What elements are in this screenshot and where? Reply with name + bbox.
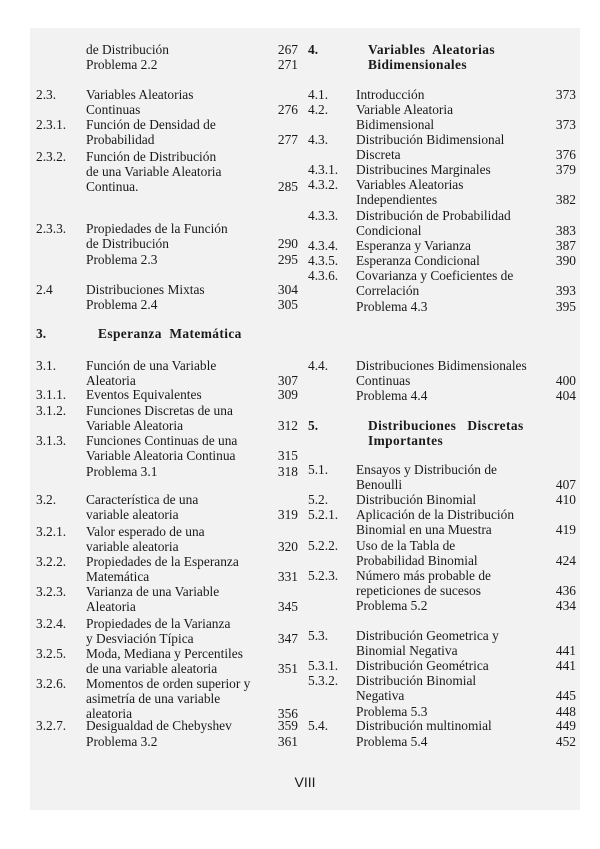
toc-entry-title: Esperanza Condicional	[356, 253, 480, 268]
toc-entry-title: y Desviación Típica	[86, 631, 194, 646]
toc-entry	[308, 87, 576, 102]
toc-entry-page: 424	[555, 553, 576, 568]
toc-entry-title: Continuas	[86, 102, 141, 117]
toc-entry-title: Varianza de una Variable	[86, 584, 220, 599]
toc-entry-title: Propiedades de la Función	[86, 221, 228, 236]
toc-entry	[36, 584, 298, 614]
toc-entry	[308, 673, 576, 703]
toc-entry	[36, 149, 298, 194]
toc-entry-title: asimetría de una variable	[86, 691, 221, 706]
toc-entry-number: 3.1.3.	[36, 433, 67, 448]
toc-entry-number: 2.4	[36, 282, 53, 297]
toc-entry	[36, 403, 298, 433]
toc-entry-title: Binomial Negativa	[356, 643, 458, 658]
toc-entry-page: 276	[277, 102, 298, 117]
toc-entry-title: Continuas	[356, 373, 411, 388]
toc-entry-title: Independientes	[356, 192, 438, 207]
toc-entry-title: Distribución Binomial	[356, 673, 477, 688]
toc-entry-page: 318	[277, 464, 298, 479]
toc-entry-number: 3.2.6.	[36, 676, 67, 691]
toc-entry-page: 359	[277, 718, 298, 733]
toc-entry-page: 434	[555, 598, 576, 613]
toc-entry-number: 5.2.1.	[308, 507, 339, 522]
toc-entry-page: 382	[555, 192, 576, 207]
toc-entry-page: 320	[277, 539, 298, 554]
toc-entry-page: 400	[555, 373, 576, 388]
toc-entry-title: Problema 5.2	[356, 598, 428, 613]
toc-entry-title: Distribuciones Discretas	[368, 418, 524, 433]
toc-entry	[308, 102, 576, 132]
toc-entry-title: aleatoria	[86, 706, 133, 721]
toc-entry-title: Probabilidad Binomial	[356, 553, 478, 568]
toc-entry-number: 5.2.	[308, 492, 329, 507]
toc-entry	[308, 462, 576, 492]
toc-entry	[308, 507, 576, 537]
toc-entry-title: Binomial en una Muestra	[356, 522, 492, 537]
toc-entry	[308, 658, 576, 673]
toc-entry-title: Desigualdad de Chebyshev	[86, 718, 232, 733]
toc-entry-number: 4.3.4.	[308, 238, 339, 253]
toc-entry-number: 5.1.	[308, 462, 329, 477]
toc-entry-page: 373	[555, 87, 576, 102]
toc-entry	[308, 299, 576, 314]
toc-entry-title: Aleatoria	[86, 373, 136, 388]
toc-entry-page: 441	[555, 658, 576, 673]
toc-entry-title: Distribucines Marginales	[356, 162, 491, 177]
toc-entry-title: de Distribución	[86, 236, 169, 251]
toc-entry-title: de una Variable Aleatoria	[86, 164, 222, 179]
toc-entry	[36, 433, 298, 463]
toc-entry-page: 410	[555, 492, 576, 507]
toc-entry	[308, 598, 576, 613]
toc-entry-number: 2.3.1.	[36, 117, 67, 132]
toc-entry	[36, 87, 298, 117]
toc-entry-page: 271	[277, 57, 298, 72]
toc-entry	[308, 718, 576, 733]
toc-entry-number: 4.1.	[308, 87, 329, 102]
toc-entry-page: 295	[277, 252, 298, 267]
toc-entry-title: variable aleatoria	[86, 539, 179, 554]
toc-entry-number: 3.2.4.	[36, 616, 67, 631]
toc-entry-page: 315	[277, 448, 298, 463]
toc-entry-page: 345	[277, 599, 298, 614]
toc-entry-page: 277	[277, 132, 298, 147]
toc-entry-number: 5.3.2.	[308, 673, 339, 688]
toc-entry-title: Condicional	[356, 223, 422, 238]
toc-entry	[308, 177, 576, 207]
toc-entry-title: Bidimensional	[356, 117, 435, 132]
toc-entry-title: Problema 2.3	[86, 252, 158, 267]
toc-entry-number: 3.2.2.	[36, 554, 67, 569]
toc-entry-title: Variables Aleatorias	[368, 42, 495, 57]
toc-entry-number: 3.2.	[36, 492, 57, 507]
toc-entry-page: 407	[555, 477, 576, 492]
toc-entry	[36, 616, 298, 646]
toc-entry	[308, 132, 576, 162]
toc-entry-title: Variables Aleatorias	[356, 177, 464, 192]
toc-entry-title: Esperanza y Varianza	[356, 238, 471, 253]
toc-entry-page: 307	[277, 373, 298, 388]
toc-entry	[308, 388, 576, 403]
toc-entry-number: 4.3.3.	[308, 208, 339, 223]
toc-entry	[308, 492, 576, 507]
toc-entry-number: 4.2.	[308, 102, 329, 117]
toc-entry	[308, 162, 576, 177]
toc-entry-title: Problema 5.4	[356, 734, 428, 749]
toc-entry-title: Función de una Variable	[86, 358, 217, 373]
toc-entry-title: Negativa	[356, 688, 405, 703]
toc-entry-page: 449	[555, 718, 576, 733]
toc-entry	[308, 568, 576, 598]
toc-entry-title: Función de Distribución	[86, 149, 217, 164]
toc-entry-title: Aleatoria	[86, 599, 136, 614]
toc-entry	[308, 42, 576, 72]
toc-entry-number: 2.3.2.	[36, 149, 67, 164]
toc-entry-number: 3.	[36, 326, 47, 341]
toc-entry-number: 4.3.	[308, 132, 329, 147]
toc-entry-page: 452	[555, 734, 576, 749]
toc-entry	[36, 297, 298, 312]
toc-entry-title: Covarianza y Coeficientes de	[356, 268, 514, 283]
toc-entry-title: repeticiones de sucesos	[356, 583, 481, 598]
toc-entry-title: Probabilidad	[86, 132, 155, 147]
toc-entry-title: Problema 2.2	[86, 57, 158, 72]
toc-entry-page: 304	[277, 282, 298, 297]
toc-entry-page: 393	[555, 283, 576, 298]
toc-entry-number: 5.2.2.	[308, 538, 339, 553]
toc-entry-number: 2.3.	[36, 87, 57, 102]
toc-entry-number: 5.2.3.	[308, 568, 339, 583]
toc-entry-title: Correlación	[356, 283, 420, 298]
toc-entry	[36, 718, 298, 733]
toc-entry	[36, 57, 298, 72]
toc-entry-number: 5.3.	[308, 628, 329, 643]
toc-entry-page: 387	[555, 238, 576, 253]
toc-entry-title: variable aleatoria	[86, 507, 179, 522]
toc-entry-title: Distribución Geométrica	[356, 658, 489, 673]
toc-entry-page: 285	[277, 179, 298, 194]
toc-entry-title: Característica de una	[86, 492, 199, 507]
toc-entry-page: 351	[277, 661, 298, 676]
toc-entry	[36, 646, 298, 676]
toc-entry	[36, 734, 298, 749]
toc-entry-page: 319	[277, 507, 298, 522]
toc-entry-number: 3.1.	[36, 358, 57, 373]
toc-entry	[36, 252, 298, 267]
toc-entry-page: 390	[555, 253, 576, 268]
page-number: VIII	[294, 774, 316, 790]
toc-entry	[36, 524, 298, 554]
toc-entry-number: 4.	[308, 42, 319, 57]
toc-entry-title: Propiedades de la Varianza	[86, 616, 231, 631]
toc-entry-number: 3.2.5.	[36, 646, 67, 661]
toc-entry-title: Matemática	[86, 569, 150, 584]
toc-entry-title: Distribuciones Bidimensionales	[356, 358, 527, 373]
toc-entry-page: 445	[555, 688, 576, 703]
toc-entry-page: 290	[277, 236, 298, 251]
toc-entry-page: 436	[555, 583, 576, 598]
toc-entry	[36, 117, 298, 147]
toc-entry-page: 361	[277, 734, 298, 749]
toc-entry	[308, 358, 576, 388]
toc-entry	[308, 628, 576, 658]
toc-entry-title: Problema 3.1	[86, 464, 158, 479]
toc-entry-title: Distribución de Probabilidad	[356, 208, 511, 223]
toc-entry	[36, 326, 298, 341]
toc-entry-page: 356	[277, 706, 298, 721]
toc-entry-title: Problema 4.4	[356, 388, 428, 403]
toc-entry-page: 404	[555, 388, 576, 403]
toc-entry-number: 5.4.	[308, 718, 329, 733]
toc-entry-title: Momentos de orden superior y	[86, 676, 251, 691]
toc-entry-number: 4.3.6.	[308, 268, 339, 283]
toc-entry-page: 305	[277, 297, 298, 312]
toc-entry-title: de una variable aleatoria	[86, 661, 218, 676]
toc-entry-number: 3.2.1.	[36, 524, 67, 539]
toc-entry-number: 4.3.1.	[308, 162, 339, 177]
toc-entry-title: Esperanza Matemática	[98, 326, 242, 341]
toc-entry-title: Variable Aleatoria	[86, 418, 184, 433]
toc-entry-page: 312	[277, 418, 298, 433]
toc-entry-page: 267	[277, 42, 298, 57]
toc-entry-title: Funciones Discretas de una	[86, 403, 233, 418]
toc-entry-number: 3.1.2.	[36, 403, 67, 418]
toc-entry	[36, 221, 298, 251]
toc-entry-title: Importantes	[368, 433, 444, 448]
toc-entry	[36, 554, 298, 584]
toc-entry	[308, 238, 576, 253]
toc-entry-title: Distribución multinomial	[356, 718, 492, 733]
toc-entry	[308, 704, 576, 719]
toc-entry-number: 5.3.1.	[308, 658, 339, 673]
toc-entry	[308, 268, 576, 298]
toc-entry-page: 347	[277, 631, 298, 646]
toc-entry-page: 373	[555, 117, 576, 132]
toc-entry-title: Problema 2.4	[86, 297, 158, 312]
toc-entry-number: 3.2.3.	[36, 584, 67, 599]
toc-entry	[308, 734, 576, 749]
toc-entry	[36, 282, 298, 297]
toc-entry-number: 3.1.1.	[36, 387, 67, 402]
toc-entry-number: 5.	[308, 418, 319, 433]
toc-entry-page: 419	[555, 522, 576, 537]
toc-entry	[308, 538, 576, 568]
toc-entry-title: Benoulli	[356, 477, 403, 492]
toc-entry	[308, 418, 576, 448]
toc-entry-title: Eventos Equivalentes	[86, 387, 202, 402]
toc-entry-number: 4.3.5.	[308, 253, 339, 268]
toc-entry-page: 395	[555, 299, 576, 314]
toc-entry-page: 376	[555, 147, 576, 162]
toc-entry-page: 331	[277, 569, 298, 584]
toc-entry-title: Aplicación de la Distribución	[356, 507, 515, 522]
toc-entry	[36, 358, 298, 388]
toc-entry-page: 309	[277, 387, 298, 402]
toc-entry-number: 3.2.7.	[36, 718, 67, 733]
toc-entry-title: Moda, Mediana y Percentiles	[86, 646, 243, 661]
toc-entry-title: Problema 5.3	[356, 704, 428, 719]
toc-entry-title: Propiedades de la Esperanza	[86, 554, 239, 569]
toc-entry-number: 2.3.3.	[36, 221, 67, 236]
toc-entry-title: Discreta	[356, 147, 401, 162]
toc-entry-title: de Distribución	[86, 42, 169, 57]
toc-entry-title: Funciones Continuas de una	[86, 433, 238, 448]
toc-entry-title: Variable Aleatoria Continua	[86, 448, 236, 463]
toc-entry-title: Valor esperado de una	[86, 524, 205, 539]
toc-entry-title: Bidimensionales	[368, 57, 468, 72]
toc-entry-title: Variable Aleatoria	[356, 102, 454, 117]
toc-entry-title: Distribución Binomial	[356, 492, 477, 507]
toc-entry-title: Introducción	[356, 87, 425, 102]
toc-entry-number: 4.4.	[308, 358, 329, 373]
toc-entry-page: 448	[555, 704, 576, 719]
toc-entry-title: Distribución Geometrica y	[356, 628, 499, 643]
toc-entry-title: Problema 4.3	[356, 299, 428, 314]
toc-entry	[308, 208, 576, 238]
toc-entry	[36, 42, 298, 57]
toc-entry-page: 383	[555, 223, 576, 238]
book-page	[30, 28, 580, 810]
toc-entry-title: Distribución Bidimensional	[356, 132, 505, 147]
toc-entry	[308, 253, 576, 268]
toc-entry-title: Uso de la Tabla de	[356, 538, 456, 553]
toc-entry-title: Continua.	[86, 179, 139, 194]
toc-entry-page: 379	[555, 162, 576, 177]
toc-entry-page: 441	[555, 643, 576, 658]
toc-entry-number: 4.3.2.	[308, 177, 339, 192]
toc-entry-title: Problema 3.2	[86, 734, 158, 749]
toc-entry-title: Función de Densidad de	[86, 117, 216, 132]
toc-entry-title: Ensayos y Distribución de	[356, 462, 497, 477]
toc-entry-title: Variables Aleatorias	[86, 87, 194, 102]
toc-entry	[36, 676, 298, 721]
toc-entry-title: Número más probable de	[356, 568, 491, 583]
toc-entry	[36, 492, 298, 522]
toc-entry-title: Distribuciones Mixtas	[86, 282, 205, 297]
toc-entry	[36, 464, 298, 479]
toc-entry	[36, 387, 298, 402]
